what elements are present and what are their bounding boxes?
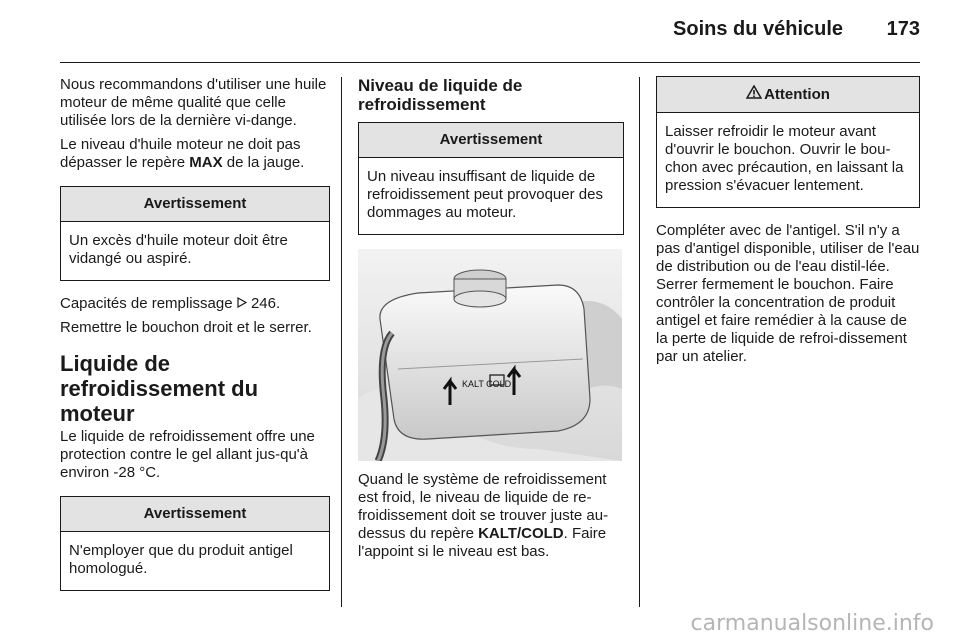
page-header [673,18,920,41]
kalt-cold-mark: KALT/COLD [478,525,564,542]
warning-body: N'employer que du produit antigel homologué. [69,542,293,577]
warning-box [60,496,330,591]
reservoir-label: KALT COLD [462,379,512,389]
attention-title [657,77,919,113]
warning-title: Avertissement [359,123,623,158]
column-3 [656,76,920,372]
paragraph [60,136,330,172]
column-2 [358,76,624,567]
section-title: Soins du véhicule [673,18,844,40]
text: Le niveau d'huile moteur ne doit pas dépasser le repère [60,136,301,171]
column-divider-2 [639,77,640,607]
warning-triangle-icon [746,85,762,99]
attention-box [656,76,920,208]
paragraph [358,471,624,561]
text: . Faire l'appoint si le niveau est bas. [358,525,607,560]
warning-body: Un excès d'huile moteur doit être vidangé ou aspiré. [69,232,288,267]
watermark: carmanualsonline.info [690,611,934,636]
warning-box [358,122,624,235]
paragraph: Nous recommandons d'utiliser une huile moteur de même qualité que celle utilisée lors de la dernière vi-dange. [60,76,327,129]
section-heading: Liquide de refroidissement du moteur [60,351,259,426]
text: Quand le système de refroidissement est froid, le niveau de liquide de re-froidissement doit se trouver juste au-dessus du repère [358,471,609,542]
paragraph: Compléter avec de l'antigel. S'il n'y a pas d'antigel disponible, utiliser de l'eau de distribution ou de l'eau distil-lée. Serrer fermement le bouchon. Faire contrôler la concentration de produit antigel et faire remédier à la cause de la perte de liquide de refroi-dissement par un atelier. [656,222,920,365]
paragraph: Remettre le bouchon droit et le serrer. [60,319,312,336]
page-reference[interactable]: 246. [250,295,281,312]
page-number: 173 [886,18,920,40]
text: Capacités de remplissage [60,295,237,312]
column-1 [60,76,330,605]
warning-box [60,186,330,281]
attention-label: Attention [764,86,830,103]
text: de la jauge. [222,154,305,171]
attention-body: Laisser refroidir le moteur avant d'ouvrir le bouchon. Ouvrir le bou-chon avec précaution, en laissant la pression s'évacuer lentement. [665,123,904,194]
warning-body: Un niveau insuffisant de liquide de refroidissement peut provoquer des dommages au moteur. [367,168,603,221]
paragraph: Le liquide de refroidissement offre une protection contre le gel allant jus-qu'à environ -28 °C. [60,428,315,481]
subsection-heading: Niveau de liquide de refroidissement [358,76,523,114]
column-divider-1 [341,77,342,607]
coolant-reservoir-photo [358,249,622,461]
warning-title: Avertissement [61,497,329,532]
max-mark: MAX [189,154,223,171]
warning-title: Avertissement [61,187,329,222]
header-rule [60,62,920,63]
paragraph [60,295,330,313]
arrow-right-icon [237,297,247,308]
